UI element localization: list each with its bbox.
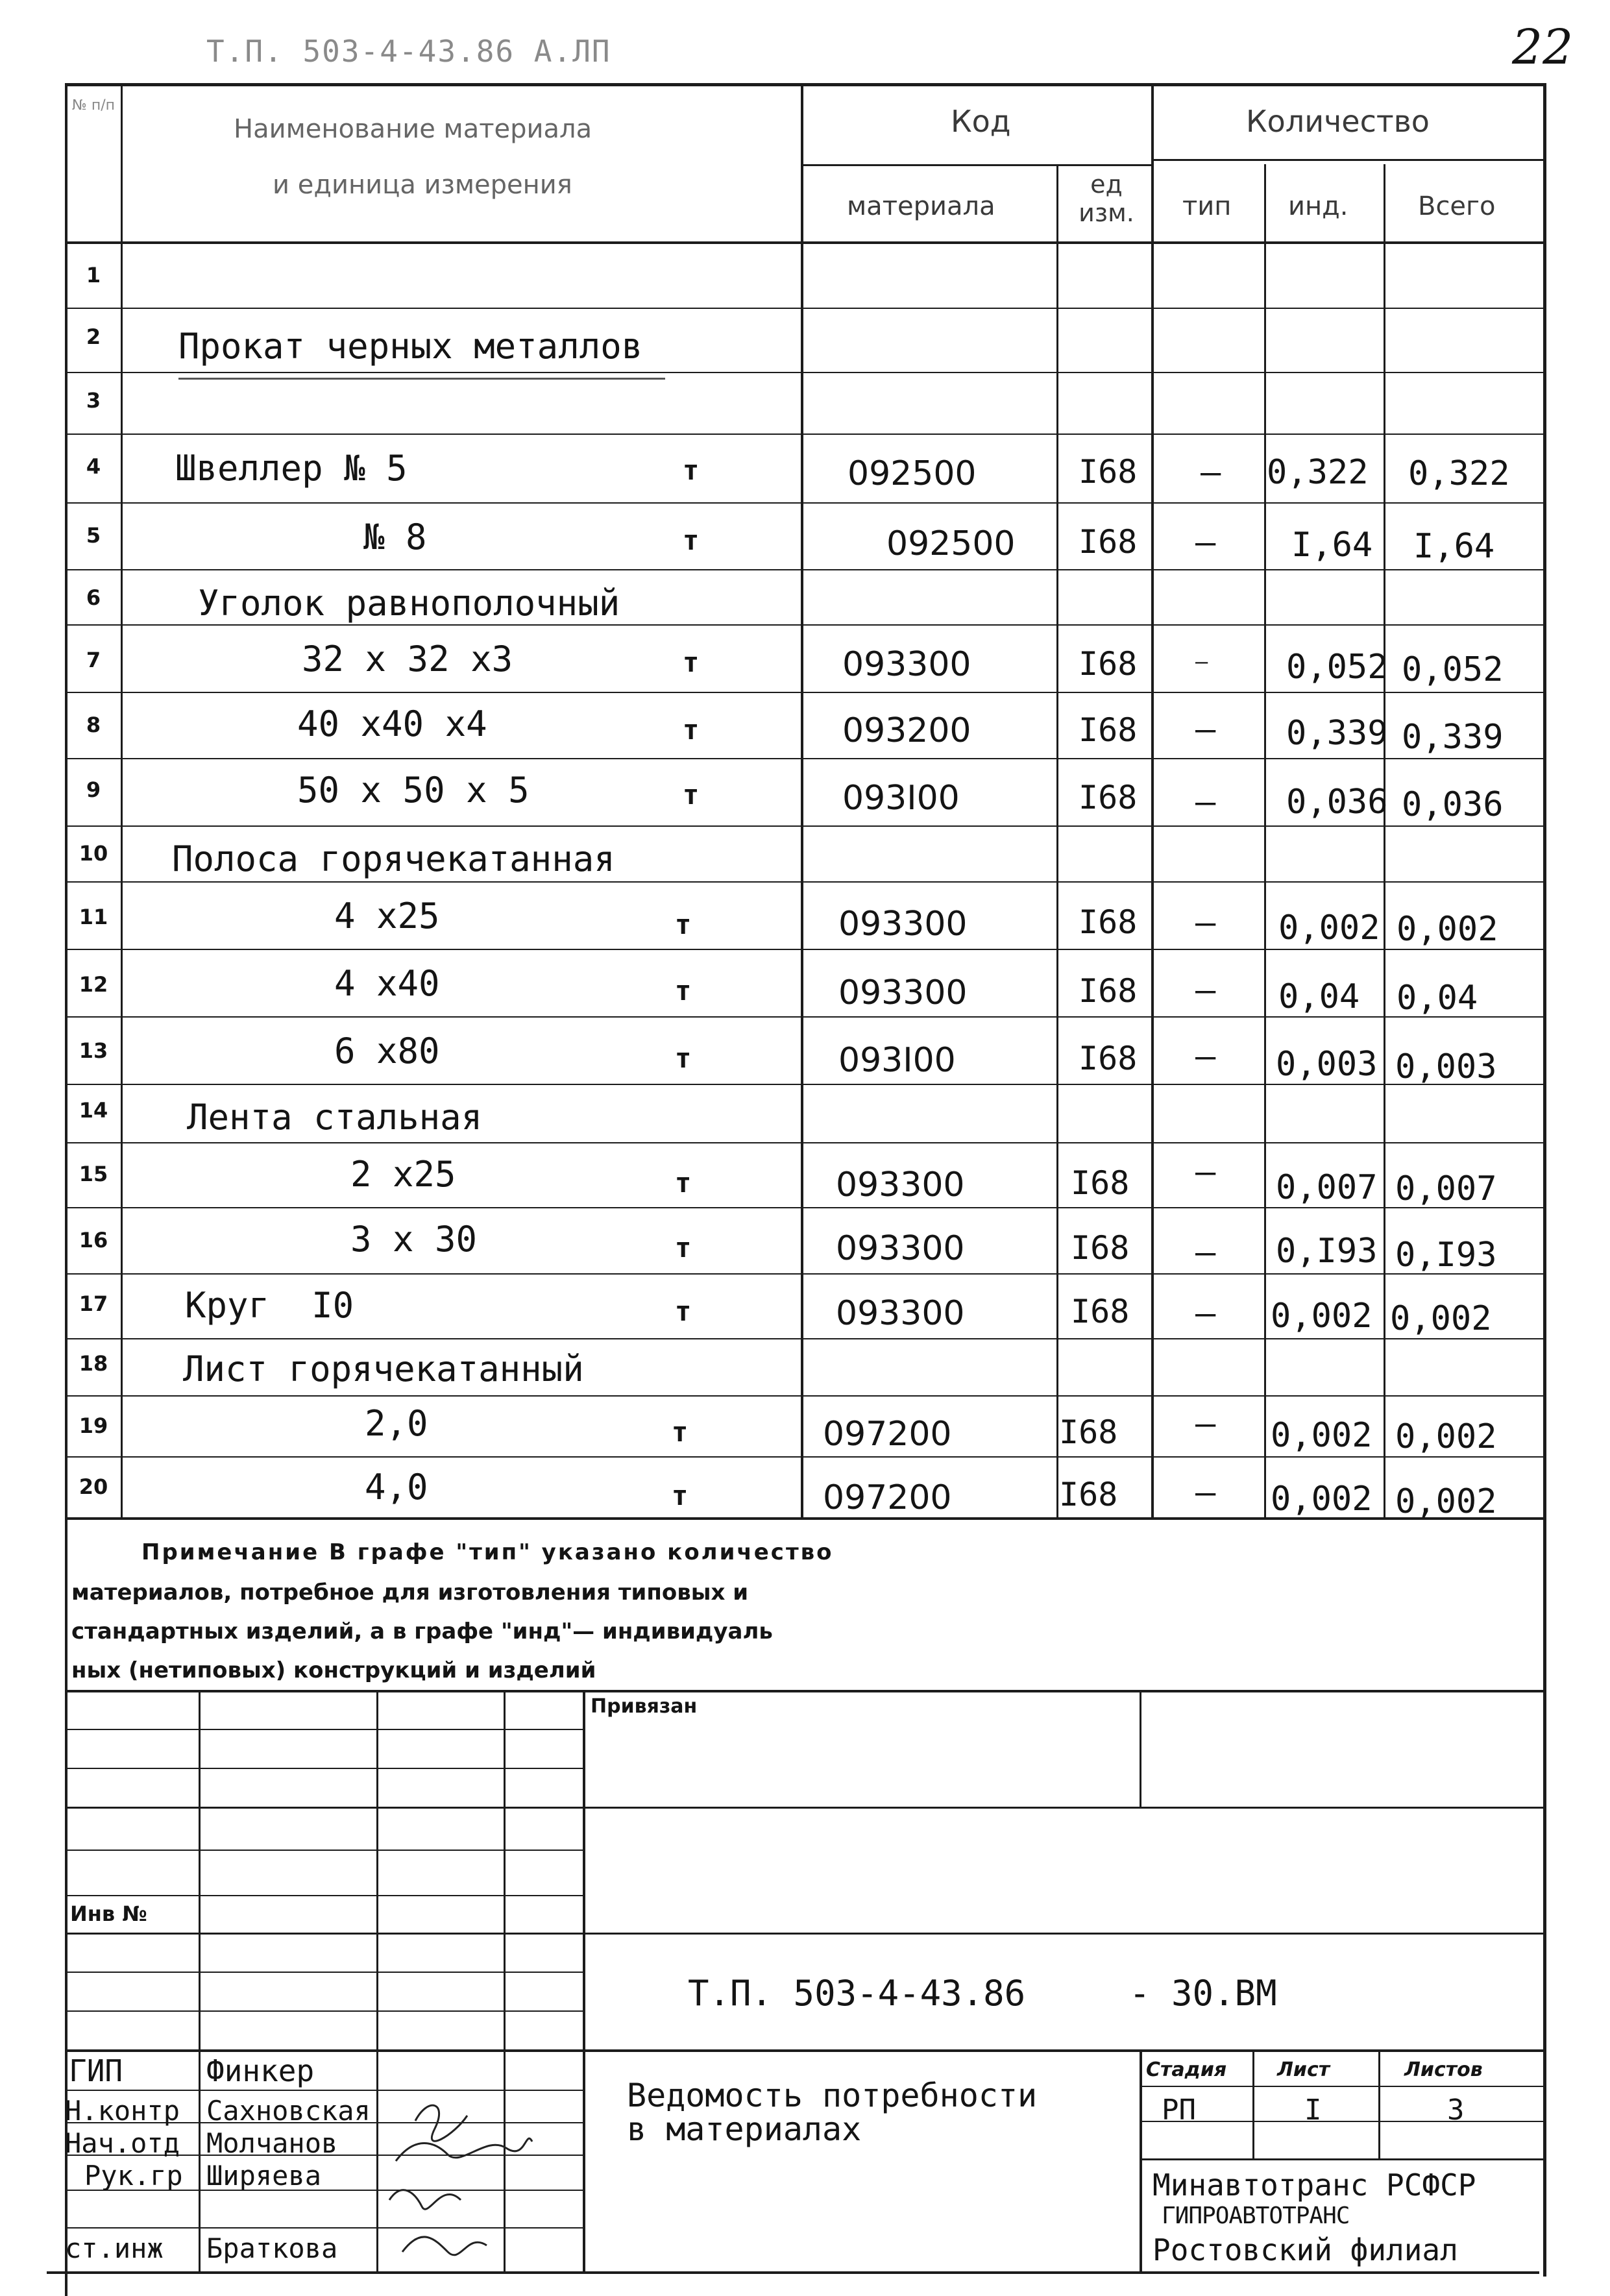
unit-of-measure: т xyxy=(675,1042,692,1074)
col-header-type: тип xyxy=(1182,191,1232,221)
signer-name: Молчанов xyxy=(206,2127,338,2159)
unit-of-measure: т xyxy=(683,646,700,678)
row-number: 2 xyxy=(86,324,101,349)
qty-ind: 0,002 xyxy=(1271,1480,1372,1519)
col-header-quantity: Количество xyxy=(1246,104,1430,139)
qty-type: – xyxy=(1195,710,1216,749)
qty-ind: 0,322 xyxy=(1267,453,1369,492)
sheet-value: I xyxy=(1304,2094,1322,2127)
unit-of-measure: т xyxy=(672,1416,689,1448)
qty-total: 0,04 xyxy=(1397,979,1478,1018)
unit-code: I68 xyxy=(1079,711,1138,749)
material-code: 093300 xyxy=(838,905,968,944)
col-header-name-line2: и единица измерения xyxy=(273,170,572,200)
signer-role: Н.контр xyxy=(65,2095,180,2127)
qty-total: 0,339 xyxy=(1402,718,1504,757)
material-code: 093300 xyxy=(836,1229,965,1268)
row-number: 9 xyxy=(86,777,101,802)
section-title: Уголок равнополочный xyxy=(198,583,620,624)
row-number: 19 xyxy=(79,1413,108,1438)
signer-name: Финкер xyxy=(206,2053,315,2088)
document-code-suffix: - 30.ВМ xyxy=(1129,1973,1277,2014)
col-header-row-number: № п/п xyxy=(71,97,116,114)
section-title: Лента стальная xyxy=(187,1097,483,1138)
row-number: 12 xyxy=(79,972,108,997)
inventory-number-label: Инв № xyxy=(70,1901,147,1926)
col-header-name-line1: Наименование материала xyxy=(234,114,592,144)
qty-ind: 0,052 xyxy=(1286,648,1388,687)
qty-ind: 0,04 xyxy=(1278,977,1360,1016)
organization-line1: Минавтотранс РСФСР xyxy=(1153,2168,1476,2203)
privyazan-label: Привязан xyxy=(591,1695,698,1718)
qty-total: 0,322 xyxy=(1408,454,1510,493)
document-title-line1: Ведомость потребности xyxy=(627,2077,1038,2114)
qty-ind: 0,339 xyxy=(1286,714,1388,753)
material-name: 50 x 50 x 5 xyxy=(297,770,530,811)
unit-code: I68 xyxy=(1071,1293,1130,1330)
qty-ind: I,64 xyxy=(1291,526,1373,565)
row-number: 1 xyxy=(86,263,101,287)
unit-code: I68 xyxy=(1079,1040,1138,1077)
qty-ind: 0,002 xyxy=(1278,909,1380,947)
qty-total: 0,036 xyxy=(1402,785,1504,824)
material-name: 4 x25 xyxy=(334,896,440,936)
material-code: 093300 xyxy=(836,1294,965,1333)
unit-code: I68 xyxy=(1079,972,1138,1010)
qty-total: 0,007 xyxy=(1395,1169,1497,1208)
signature-scribbles xyxy=(376,2064,584,2271)
unit-of-measure: т xyxy=(672,1480,689,1511)
row-number: 5 xyxy=(86,523,101,548)
signer-role: ст.инж xyxy=(65,2232,164,2264)
material-name: 3 x 30 xyxy=(350,1219,478,1260)
qty-total: 0,002 xyxy=(1390,1299,1492,1338)
qty-total: 0,002 xyxy=(1395,1482,1497,1521)
material-code: 093I00 xyxy=(838,1041,956,1080)
unit-code: I68 xyxy=(1059,1476,1118,1513)
material-name: 32 x 32 x3 xyxy=(302,639,513,679)
row-number: 13 xyxy=(79,1038,108,1063)
material-code: 093300 xyxy=(836,1166,965,1204)
row-number: 8 xyxy=(86,713,101,737)
unit-code: I68 xyxy=(1079,903,1138,941)
unit-of-measure: т xyxy=(675,909,692,940)
col-header-material: материала xyxy=(847,191,995,221)
qty-total: I,64 xyxy=(1413,527,1495,566)
row-number: 6 xyxy=(86,585,101,610)
material-name: 4,0 xyxy=(365,1467,428,1508)
unit-of-measure: т xyxy=(683,779,700,811)
qty-total: 0,002 xyxy=(1397,910,1498,949)
qty-total: 0,003 xyxy=(1395,1047,1497,1086)
row-number: 3 xyxy=(86,388,101,413)
sheet-label: Лист xyxy=(1277,2058,1330,2081)
signer-name: Ширяева xyxy=(206,2160,322,2192)
row-number: 15 xyxy=(79,1162,108,1186)
material-code: 097200 xyxy=(823,1415,952,1454)
signer-role: Рук.гр xyxy=(84,2160,183,2192)
row-number: 18 xyxy=(79,1351,108,1376)
qty-type: – xyxy=(1195,1153,1216,1191)
organization-line3: Ростовский филиал xyxy=(1153,2232,1458,2267)
sheets-label: Листов xyxy=(1404,2058,1483,2081)
material-code: 092500 xyxy=(848,454,977,493)
qty-ind: 0,002 xyxy=(1271,1297,1372,1336)
signer-role: ГИП xyxy=(69,2053,123,2088)
col-header-code: Код xyxy=(951,104,1011,139)
qty-type: – xyxy=(1195,903,1216,942)
note-line: стандартных изделий, а в графе "инд"— индивидуаль xyxy=(71,1618,773,1644)
qty-type: – xyxy=(1195,1037,1216,1076)
sheets-value: 3 xyxy=(1447,2094,1465,2127)
qty-type: – xyxy=(1195,649,1208,674)
unit-code: I68 xyxy=(1071,1229,1130,1267)
unit-code: I68 xyxy=(1059,1413,1118,1451)
page-number: 22 xyxy=(1512,19,1574,75)
qty-ind: 0,002 xyxy=(1271,1416,1372,1455)
unit-code: I68 xyxy=(1079,645,1138,683)
note-line: ных (нетиповых) конструкций и изделий xyxy=(71,1657,596,1683)
stage-label: Стадия xyxy=(1146,2058,1227,2081)
unit-of-measure: т xyxy=(675,1167,692,1199)
row-number: 11 xyxy=(79,905,108,929)
material-code: 093200 xyxy=(842,711,971,750)
qty-type: – xyxy=(1195,1233,1216,1272)
row-number: 4 xyxy=(86,454,101,479)
signer-name: Браткова xyxy=(206,2232,338,2264)
unit-code: I68 xyxy=(1079,523,1138,561)
row-number: 7 xyxy=(86,648,101,672)
material-code: 093300 xyxy=(838,973,968,1012)
row-number: 17 xyxy=(79,1291,108,1316)
qty-type: – xyxy=(1195,1404,1216,1443)
unit-of-measure: т xyxy=(675,1232,692,1264)
material-code: 093I00 xyxy=(842,779,960,818)
qty-type: – xyxy=(1195,523,1216,562)
qty-total: 0,052 xyxy=(1402,650,1504,689)
unit-code: I68 xyxy=(1071,1164,1130,1202)
row-number: 14 xyxy=(79,1098,108,1123)
qty-type: – xyxy=(1201,453,1221,492)
material-name: 2,0 xyxy=(365,1403,428,1444)
material-code: 092500 xyxy=(886,524,1016,563)
organization-line2: ГИПРОАВТОТРАНС xyxy=(1162,2203,1350,2229)
unit-code: I68 xyxy=(1079,453,1138,491)
qty-type: – xyxy=(1195,783,1216,822)
qty-ind: 0,036 xyxy=(1286,783,1388,822)
material-name: Круг I0 xyxy=(185,1285,354,1326)
note-line: материалов, потребное для изготовления типовых и xyxy=(71,1580,749,1606)
col-header-unit: ед изм. xyxy=(1079,170,1134,227)
material-code: 093300 xyxy=(842,645,971,684)
qty-ind: 0,I93 xyxy=(1276,1232,1378,1271)
signer-role: Нач.отд xyxy=(65,2127,180,2159)
unit-code: I68 xyxy=(1079,779,1138,816)
row-number: 20 xyxy=(79,1474,108,1499)
qty-type: – xyxy=(1195,1473,1216,1512)
material-name: 6 x80 xyxy=(334,1031,440,1071)
qty-total: 0,002 xyxy=(1395,1417,1497,1456)
section-title: Прокат черных металлов xyxy=(178,326,643,367)
material-code: 097200 xyxy=(823,1478,952,1517)
material-name: № 8 xyxy=(363,517,427,557)
qty-ind: 0,003 xyxy=(1276,1045,1378,1084)
col-header-ind: инд. xyxy=(1288,191,1348,221)
stage-value: РП xyxy=(1162,2094,1196,2127)
unit-of-measure: т xyxy=(683,454,700,486)
qty-type: – xyxy=(1195,971,1216,1010)
material-name: Швеллер № 5 xyxy=(175,448,408,489)
material-name: 2 x25 xyxy=(350,1154,456,1195)
section-title: Полоса горячекатанная xyxy=(172,838,615,879)
unit-of-measure: т xyxy=(683,524,700,556)
unit-of-measure: т xyxy=(675,1295,692,1327)
document-title-line2: в материалах xyxy=(627,2110,862,2148)
material-name: 4 x40 xyxy=(334,963,440,1004)
qty-ind: 0,007 xyxy=(1276,1168,1378,1207)
signer-name: Сахновская xyxy=(206,2095,371,2127)
row-number: 10 xyxy=(79,841,108,866)
qty-total: 0,I93 xyxy=(1395,1236,1497,1275)
top-reference: Т.П. 503-4-43.86 А.ЛП xyxy=(206,34,611,69)
qty-type: – xyxy=(1195,1294,1216,1333)
section-title: Лист горячекатанный xyxy=(183,1349,584,1389)
material-name: 40 x40 x4 xyxy=(297,703,487,744)
document-code: Т.П. 503-4-43.86 xyxy=(688,1973,1026,2014)
unit-of-measure: т xyxy=(683,714,700,746)
note-line: Примечание В графе "тип" указано количество xyxy=(141,1539,834,1565)
unit-of-measure: т xyxy=(675,975,692,1007)
row-number: 16 xyxy=(79,1228,108,1252)
col-header-total: Всего xyxy=(1418,191,1496,221)
